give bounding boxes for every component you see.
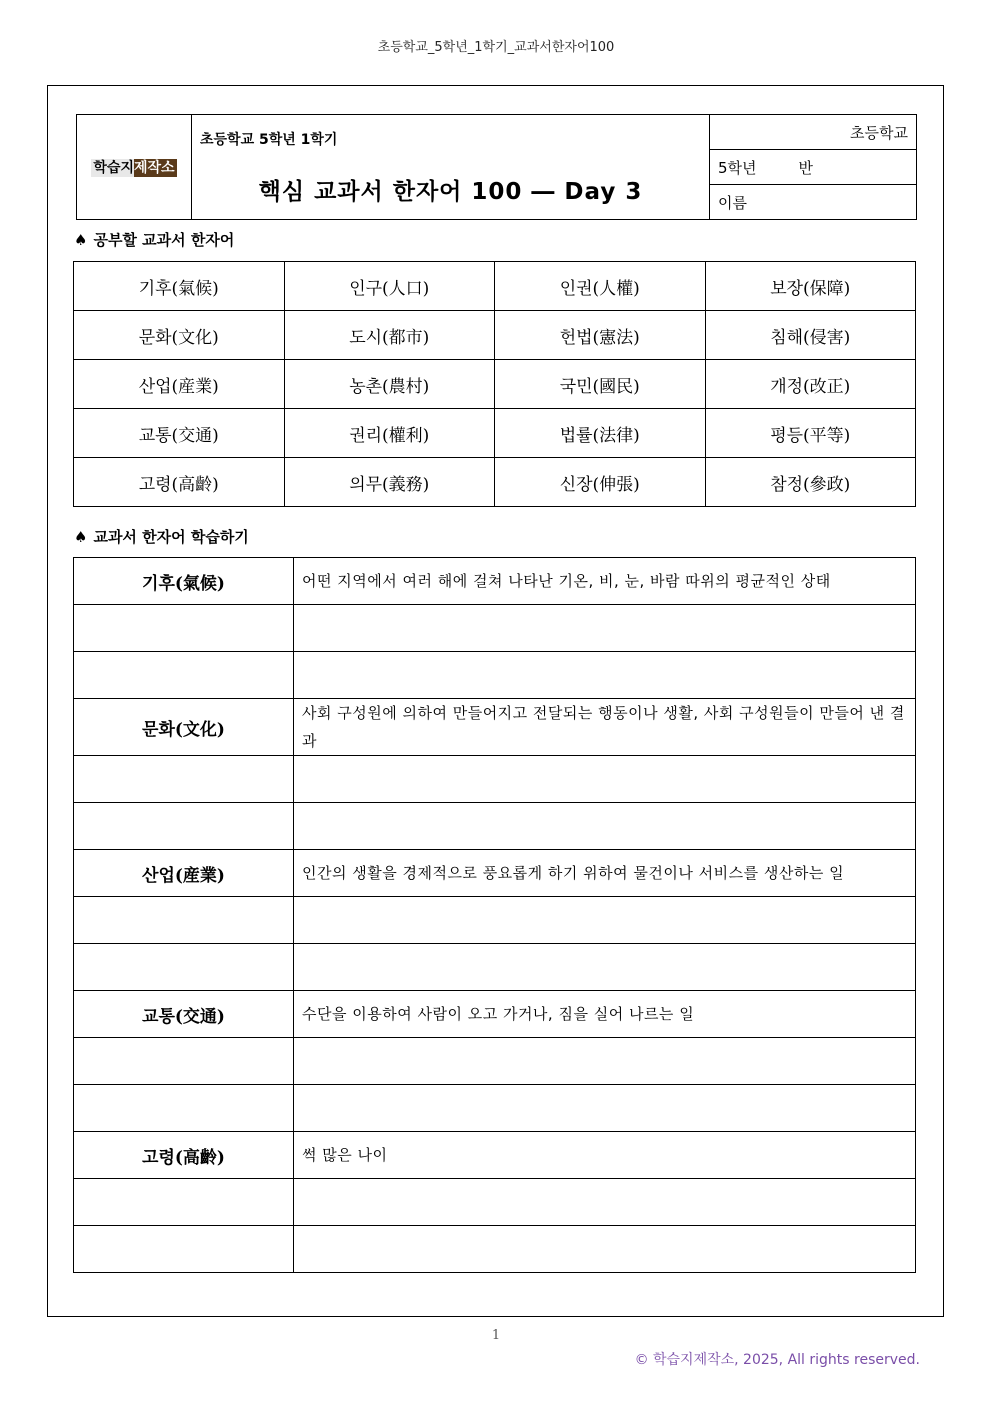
practice-meaning-cell[interactable] [294, 605, 916, 652]
practice-row [74, 1085, 916, 1132]
grade-label: 5학년 [718, 158, 757, 177]
study-meaning: 어떤 지역에서 여러 해에 걸쳐 나타난 기온, 비, 눈, 바람 따위의 평균적인 상태 [294, 558, 916, 605]
section-words-title: ♠ 공부할 교과서 한자어 [74, 231, 235, 249]
word-cell: 보장(保障) [705, 262, 916, 311]
study-row [74, 1132, 916, 1179]
practice-row [74, 605, 916, 652]
word-cell: 고령(高齡) [74, 458, 285, 507]
practice-word-cell[interactable] [74, 1085, 294, 1132]
practice-meaning-cell[interactable] [294, 652, 916, 699]
practice-row [74, 652, 916, 699]
study-word: 고령(高齡) [74, 1132, 294, 1179]
word-grid [73, 261, 916, 507]
practice-row [74, 1179, 916, 1226]
practice-meaning-cell[interactable] [294, 803, 916, 850]
practice-meaning-cell[interactable] [294, 944, 916, 991]
study-row [74, 850, 916, 897]
word-cell: 인구(人口) [284, 262, 495, 311]
word-cell: 농촌(農村) [284, 360, 495, 409]
study-meaning: 사회 구성원에 의하여 만들어지고 전달되는 행동이나 생활, 사회 구성원들이 만들어 낸 결과 [294, 699, 916, 756]
word-grid-row [74, 409, 916, 458]
study-row [74, 991, 916, 1038]
practice-row [74, 756, 916, 803]
word-cell: 의무(義務) [284, 458, 495, 507]
spade-icon: ♠ [74, 231, 88, 249]
study-row [74, 699, 916, 756]
study-meaning: 수단을 이용하여 사람이 오고 가거나, 짐을 실어 나르는 일 [294, 991, 916, 1038]
practice-row [74, 897, 916, 944]
page-title: 핵심 교과서 한자어 100 ― Day 3 [258, 179, 643, 205]
subtitle: 초등학교 5학년 1학기 [200, 132, 338, 148]
word-cell: 교통(交通) [74, 409, 285, 458]
word-cell: 권리(權利) [284, 409, 495, 458]
word-cell: 문화(文化) [74, 311, 285, 360]
word-cell: 인권(人權) [495, 262, 706, 311]
practice-meaning-cell[interactable] [294, 897, 916, 944]
school-field[interactable]: 초등학교 [710, 115, 917, 150]
word-grid-row [74, 360, 916, 409]
study-meaning: 썩 많은 나이 [294, 1132, 916, 1179]
practice-meaning-cell[interactable] [294, 756, 916, 803]
word-cell: 산업(産業) [74, 360, 285, 409]
practice-row [74, 944, 916, 991]
word-cell: 헌법(憲法) [495, 311, 706, 360]
word-cell: 신장(伸張) [495, 458, 706, 507]
study-word: 교통(交通) [74, 991, 294, 1038]
title-cell [192, 115, 710, 220]
practice-word-cell[interactable] [74, 756, 294, 803]
practice-word-cell[interactable] [74, 1226, 294, 1273]
study-word: 산업(産業) [74, 850, 294, 897]
section-study-title: ♠ 교과서 한자어 학습하기 [74, 528, 249, 546]
practice-row [74, 1038, 916, 1085]
word-cell: 도시(都市) [284, 311, 495, 360]
practice-word-cell[interactable] [74, 944, 294, 991]
study-word: 문화(文化) [74, 699, 294, 756]
study-meaning: 인간의 생활을 경제적으로 풍요롭게 하기 위하여 물건이나 서비스를 생산하는 일 [294, 850, 916, 897]
practice-meaning-cell[interactable] [294, 1038, 916, 1085]
name-field[interactable]: 이름 [710, 185, 917, 220]
study-row [74, 558, 916, 605]
practice-meaning-cell[interactable] [294, 1085, 916, 1132]
word-cell: 참정(參政) [705, 458, 916, 507]
class-label: 반 [798, 158, 814, 177]
practice-word-cell[interactable] [74, 1038, 294, 1085]
word-cell: 기후(氣候) [74, 262, 285, 311]
document-header: 초등학교_5학년_1학기_교과서한자어100 [377, 40, 615, 55]
logo-cell [77, 115, 192, 220]
study-word: 기후(氣候) [74, 558, 294, 605]
practice-row [74, 803, 916, 850]
word-grid-row [74, 262, 916, 311]
study-table [73, 557, 916, 1273]
word-cell: 국민(國民) [495, 360, 706, 409]
grade-class-field[interactable] [710, 150, 917, 185]
copyright: © 학습지제작소, 2025, All rights reserved. [634, 1352, 920, 1368]
worksheet-header [76, 114, 917, 220]
practice-word-cell[interactable] [74, 1179, 294, 1226]
logo: 학습지제작소 [93, 159, 175, 176]
practice-word-cell[interactable] [74, 803, 294, 850]
practice-meaning-cell[interactable] [294, 1226, 916, 1273]
page-number: 1 [491, 1328, 501, 1343]
word-grid-row [74, 311, 916, 360]
word-cell: 평등(平等) [705, 409, 916, 458]
practice-meaning-cell[interactable] [294, 1179, 916, 1226]
word-grid-row [74, 458, 916, 507]
word-cell: 침해(侵害) [705, 311, 916, 360]
practice-word-cell[interactable] [74, 605, 294, 652]
word-cell: 개정(改正) [705, 360, 916, 409]
practice-word-cell[interactable] [74, 652, 294, 699]
word-cell: 법률(法律) [495, 409, 706, 458]
spade-icon: ♠ [74, 528, 88, 546]
practice-row [74, 1226, 916, 1273]
practice-word-cell[interactable] [74, 897, 294, 944]
